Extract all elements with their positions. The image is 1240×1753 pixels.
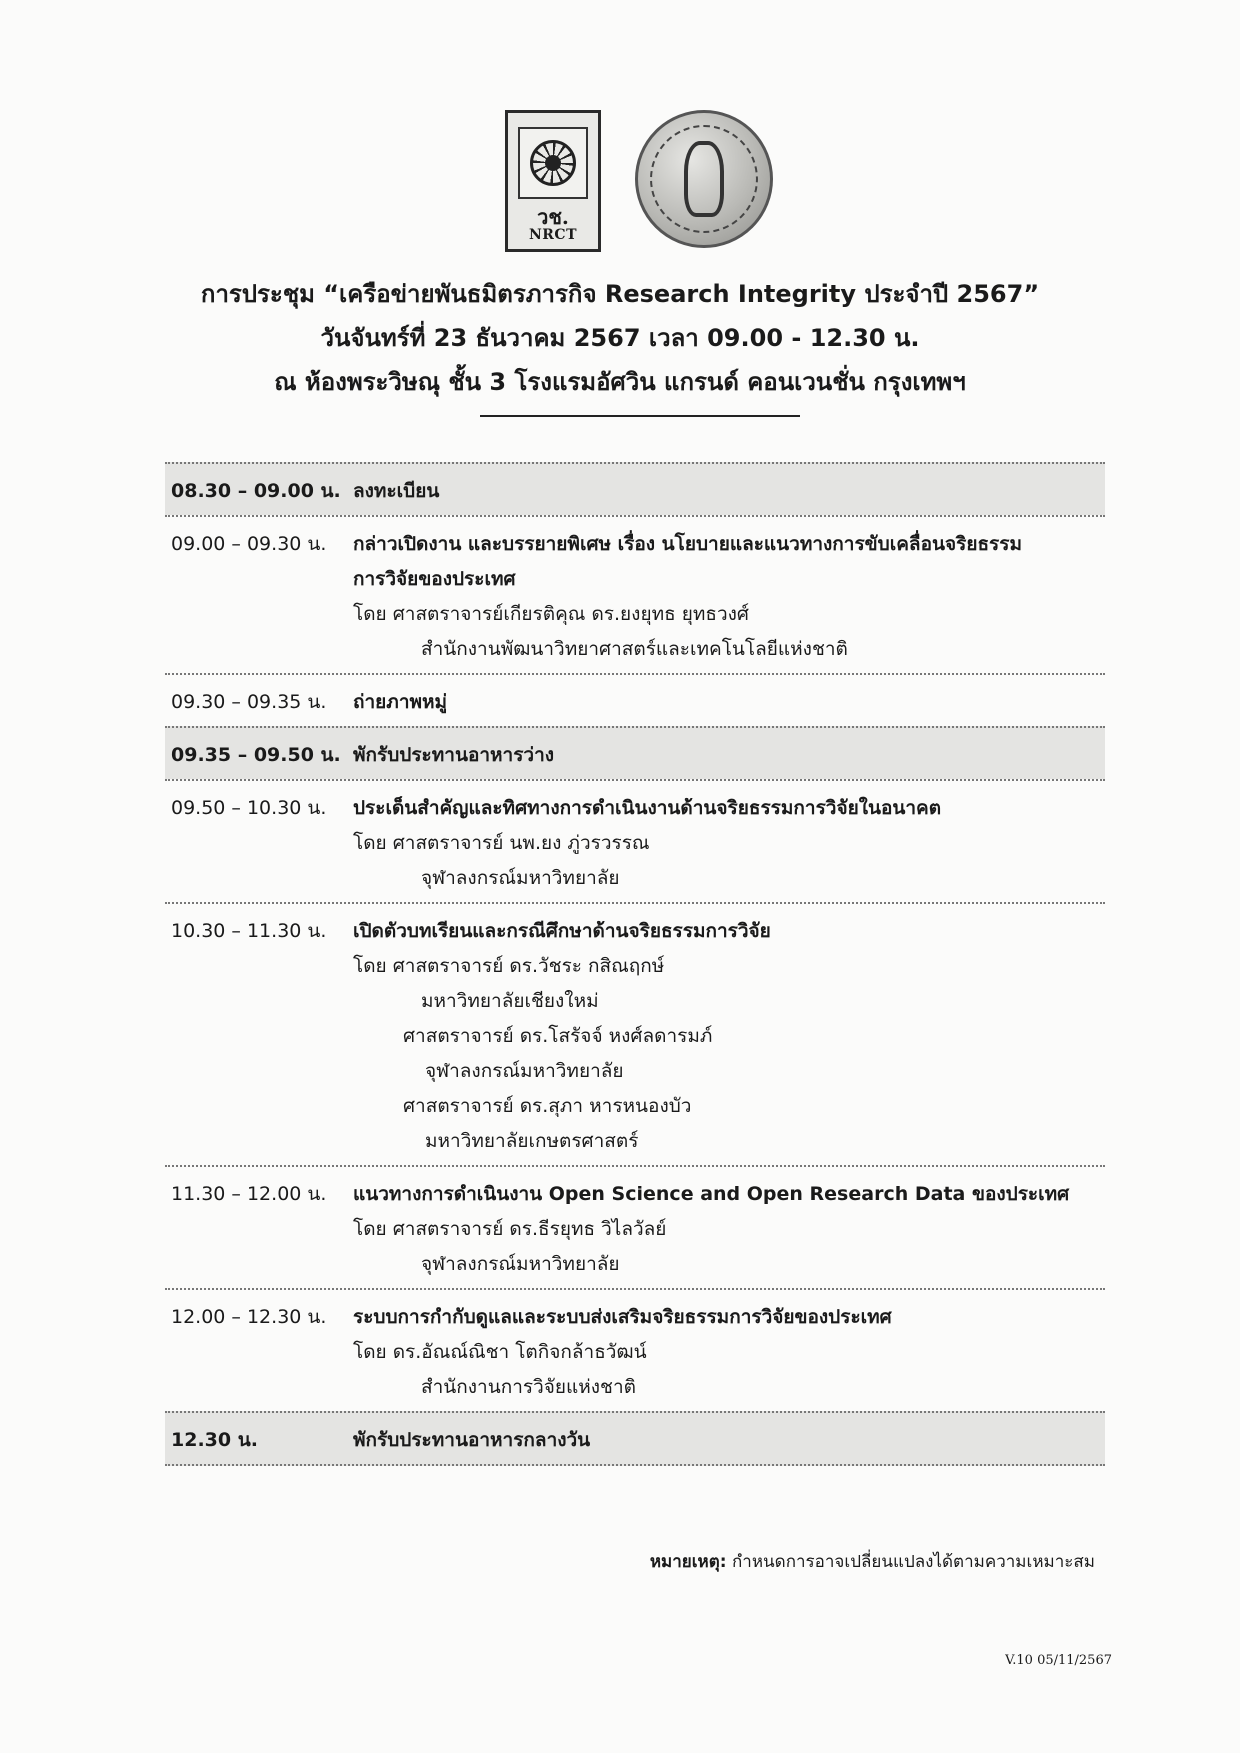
agenda-row <box>165 673 1105 726</box>
nrct-abbr-en: NRCT <box>529 227 577 243</box>
agenda-title: ประเด็นสำคัญและทิศทางการดำเนินงานด้านจริยธรรมการวิจัยในอนาคต <box>353 797 942 819</box>
agenda-row <box>165 902 1105 1165</box>
heading-venue: ณ ห้องพระวิษณุ ชั้น 3 โรงแรมอัศวิน แกรนด์ คอนเวนชั่น กรุงเทพฯ <box>274 368 966 396</box>
agenda-organization: สำนักงานพัฒนาวิทยาศาสตร์และเทคโนโลยีแห่งชาติ <box>421 638 848 660</box>
agenda-row <box>165 1288 1105 1411</box>
agenda-title: พักรับประทานอาหารกลางวัน <box>353 1429 591 1451</box>
agenda-speaker: โดย ดร.อัณณ์ณิชา โตกิจกล้าธวัฒน์ <box>353 1341 647 1363</box>
ministry-emblem-icon <box>635 110 773 248</box>
footnote <box>650 1548 1095 1575</box>
nrct-logo <box>505 110 601 252</box>
agenda-organization: จุฬาลงกรณ์มหาวิทยาลัย <box>421 867 620 889</box>
heading-underline <box>480 415 800 417</box>
heading-title: การประชุม “เครือข่ายพันธมิตรภารกิจ Research Integrity ประจำปี 2567” <box>200 280 1040 308</box>
agenda-organization: มหาวิทยาลัยเชียงใหม่ <box>421 990 599 1012</box>
emblem-figure <box>684 141 724 217</box>
agenda-title: ถ่ายภาพหมู่ <box>353 691 448 713</box>
logo-area <box>505 110 765 258</box>
agenda-organization: สำนักงานการวิจัยแห่งชาติ <box>421 1376 636 1398</box>
agenda-time: 08.30 – 09.00 น. <box>171 480 341 502</box>
heading-date: วันจันทร์ที่ 23 ธันวาคม 2567 เวลา 09.00 - 12.30 น. <box>320 324 920 352</box>
agenda-time: 09.00 – 09.30 น. <box>171 533 327 555</box>
agenda-organization: จุฬาลงกรณ์มหาวิทยาลัย <box>421 1253 620 1275</box>
nrct-abbr-th: วช. <box>537 205 569 229</box>
agenda-time: 09.50 – 10.30 น. <box>171 797 327 819</box>
footnote-text: กำหนดการอาจเปลี่ยนแปลงได้ตามความเหมาะสม <box>726 1552 1095 1572</box>
agenda-title-cont: การวิจัยของประเทศ <box>353 568 516 590</box>
agenda-row <box>165 1165 1105 1288</box>
agenda-title: กล่าวเปิดงาน และบรรยายพิเศษ เรื่อง นโยบายและแนวทางการขับเคลื่อนจริยธรรม <box>353 533 1022 555</box>
agenda-speaker: ศาสตราจารย์ ดร.โสรัจจ์ หงศ์ลดารมภ์ <box>403 1025 713 1047</box>
agenda-speaker: โดย ศาสตราจารย์ ดร.วัชระ กสิณฤกษ์ <box>353 955 665 977</box>
agenda-title: ลงทะเบียน <box>353 480 440 502</box>
agenda-organization: จุฬาลงกรณ์มหาวิทยาลัย <box>425 1060 624 1082</box>
agenda-title: แนวทางการดำเนินงาน Open Science and Open Research Data ของประเทศ <box>353 1183 1070 1205</box>
nrct-seal-icon <box>518 127 588 199</box>
agenda-organization: มหาวิทยาลัยเกษตรศาสตร์ <box>425 1130 639 1152</box>
agenda-speaker: โดย ศาสตราจารย์เกียรติคุณ ดร.ยงยุทธ ยุทธวงศ์ <box>353 603 749 625</box>
version-stamp: V.10 05/11/2567 <box>1005 1653 1112 1668</box>
agenda-speaker: ศาสตราจารย์ ดร.สุภา หารหนองบัว <box>403 1095 692 1117</box>
footnote-label: หมายเหตุ: <box>649 1552 727 1572</box>
agenda-row <box>165 726 1105 779</box>
agenda-time: 11.30 – 12.00 น. <box>171 1183 327 1205</box>
agenda-time: 12.00 – 12.30 น. <box>171 1306 327 1328</box>
agenda-speaker: โดย ศาสตราจารย์ นพ.ยง ภู่วรวรรณ <box>353 832 650 854</box>
agenda-table <box>165 462 1105 1466</box>
agenda-row <box>165 462 1105 515</box>
document-heading <box>150 272 1090 404</box>
agenda-time: 12.30 น. <box>171 1429 258 1451</box>
agenda-title: เปิดตัวบทเรียนและกรณีศึกษาด้านจริยธรรมการวิจัย <box>353 920 771 942</box>
agenda-speaker: โดย ศาสตราจารย์ ดร.ธีรยุทธ วิไลวัลย์ <box>353 1218 667 1240</box>
agenda-time: 09.35 – 09.50 น. <box>171 744 341 766</box>
agenda-row <box>165 515 1105 673</box>
agenda-title: ระบบการกำกับดูแลและระบบส่งเสริมจริยธรรมการวิจัยของประเทศ <box>353 1306 892 1328</box>
agenda-time: 10.30 – 11.30 น. <box>171 920 327 942</box>
agenda-time: 09.30 – 09.35 น. <box>171 691 327 713</box>
agenda-row <box>165 1411 1105 1466</box>
dharma-wheel-icon <box>530 140 576 186</box>
agenda-title: พักรับประทานอาหารว่าง <box>353 744 555 766</box>
agenda-row <box>165 779 1105 902</box>
